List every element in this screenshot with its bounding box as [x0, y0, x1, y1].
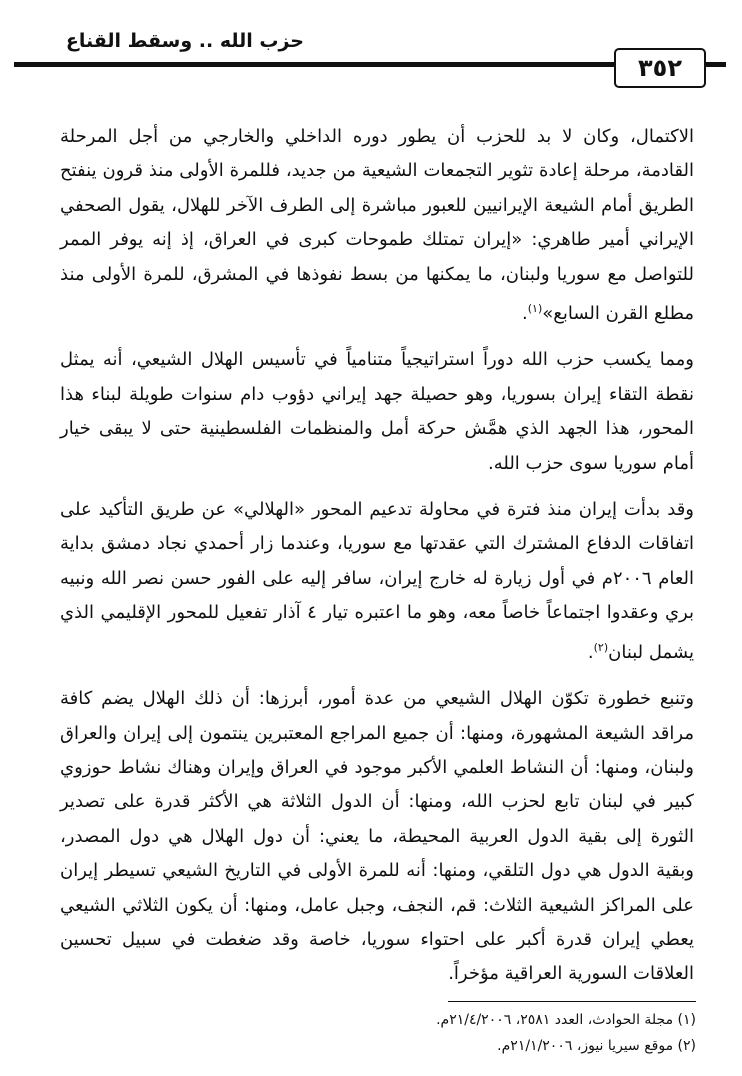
paragraph	[60, 120, 694, 331]
paragraph-text: الاكتمال، وكان لا بد للحزب أن يطور دوره الداخلي والخارجي من أجل المرحلة القادمة، مرحلة إعادة تثوير التجمعات الشيعية من جديد، فللمرة الأولى منذ قرون ينفتح الطريق أمام الشيعة الإيرانيين للعبور مباشرة إلى الطرف الآخر للهلال، يقول الصحفي الإيراني أمير طاهري: «إيران تمتلك طموحات كبرى في العراق، إذ إنه يوفر الممر للتواصل مع سوريا ولبنان، ما يمكنها من بسط نفوذها في المشرق، للمرة الأولى منذ مطلع القرن السابع»	[60, 126, 694, 325]
paragraph	[60, 493, 694, 670]
footnote-ref: (٢)	[593, 640, 609, 654]
paragraph-text: ومما يكسب حزب الله دوراً استراتيجياً متنامياً في تأسيس الهلال الشيعي، أنه يمثل نقطة التقاء إيران بسوريا، وهو حصيلة جهد إيراني دؤوب دام سنوات طويلة لبناء هذا المحور، هذا الجهد الذي همَّش حركة أمل والمنظمات الفلسطينية حتى لا يبقى خيار أمام سوريا سوى حزب الله.	[60, 349, 694, 474]
page-number: ٣٥٢	[614, 48, 706, 88]
footnote: (١) مجلة الحوادث، العدد ٢٥٨١، ٢١/٤/٢٠٠٦م.	[436, 1012, 696, 1028]
paragraph-text: وقد بدأت إيران منذ فترة في محاولة تدعيم المحور «الهلالي» عن طريق التأكيد على اتفاقات الدفاع المشترك التي عقدتها مع سوريا، وعندما زار أحمدي نجاد دمشق بداية العام ٢٠٠٦م في أول زيارة له خارج إيران، سافر إليه على الفور حسن نصر الله ونبيه بري وعقدوا اجتماعاً خاصاً معه، وهو ما اعتبره تيار ٤ آذار تفعيل للمحور الإقليمي الذي يشمل لبنان	[60, 499, 694, 663]
paragraph	[60, 682, 694, 992]
paragraph	[60, 343, 694, 481]
page-header	[14, 26, 726, 86]
footnotes-divider	[448, 1001, 696, 1002]
paragraph-end: .	[521, 303, 528, 325]
paragraph-end: .	[587, 641, 594, 663]
footnotes	[200, 1007, 696, 1059]
footnote: (٢) موقع سيريا نيوز، ٢١/١/٢٠٠٦م.	[497, 1038, 696, 1054]
footnote-ref: (١)	[527, 302, 543, 316]
header-rule	[14, 62, 614, 67]
paragraph-text: وتنبع خطورة تكوّن الهلال الشيعي من عدة أمور، أبرزها: أن ذلك الهلال يضم كافة مراقد الشيعة المشهورة، ومنها: أن جميع المراجع المعتبرين ينتمون إلى إيران والعراق ولبنان، ومنها: أن النشاط العلمي الأكبر موجود في العراق وإيران وهناك نشاط حوزوي كبير في لبنان تابع لحزب الله، ومنها: أن الدول الثلاثة هي الأكثر قدرة على تصدير الثورة إلى بقية الدول العربية المحيطة، ما يعني: أن دول الهلال هي دول المصدر، وبقية الدول هي دول التلقي، ومنها: أنه للمرة الأولى في التاريخ الشيعي تسيطر إيران على المراكز الشيعية الثلاث: قم، النجف، وجبل عامل، ومنها: أن يكون الثلاثي الشيعي يعطي إيران قدرة أكبر على احتواء سوريا، خاصة وقد ضغطت في سبيل تحسين العلاقات السورية العراقية مؤخراً.	[60, 688, 694, 985]
running-title: حزب الله .. وسقط القناع	[65, 30, 304, 52]
header-rule-tick	[706, 62, 726, 67]
body-text	[60, 120, 694, 1004]
